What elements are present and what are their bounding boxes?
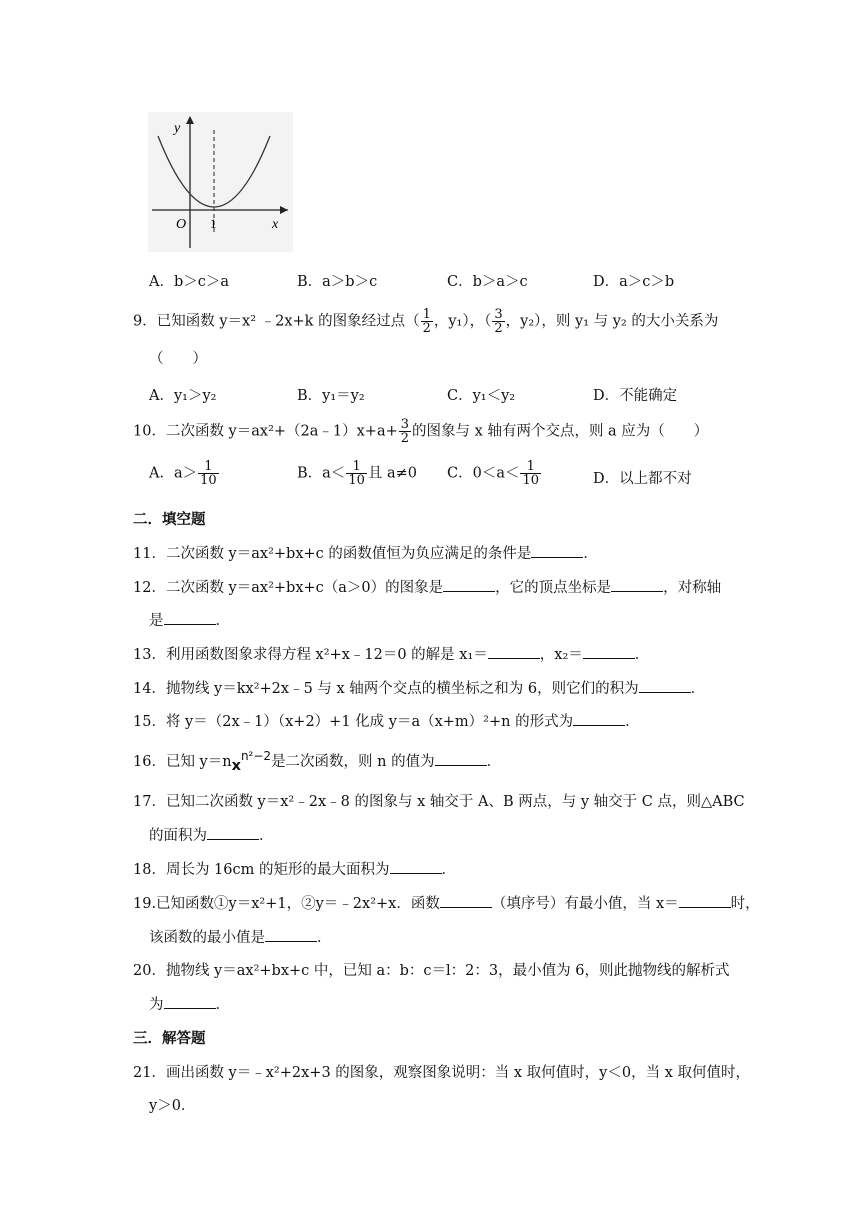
q10-option-b: B．a＜ $\frac{1}{10}$ 且 a≠0: [297, 459, 417, 488]
q10-option-d: D．以上都不对: [593, 471, 692, 487]
question-12-cont: 是 ．: [149, 609, 230, 630]
fraction-half: $\frac{1}{2}$: [422, 307, 431, 336]
answer-blank: [440, 893, 492, 908]
answer-blank: [679, 893, 731, 908]
x-label: x: [272, 217, 279, 232]
question-21: 21．画出函数 y＝﹣x²+2x+3 的图象，观察图象说明：当 x 取何值时，y＜0，当 x 取何值时，: [133, 1065, 750, 1081]
answer-blank: [611, 577, 663, 592]
answer-blank: [443, 577, 495, 592]
answer-blank: [639, 678, 691, 693]
question-13: 13．利用函数图象求得方程 x²+x﹣12＝0 的解是 x₁＝ ，x₂＝ ．: [133, 643, 649, 664]
question-16: 16．已知 $y=nx^{n^2-2}$是二次函数，则 n 的值为 ．: [133, 749, 502, 774]
answer-blank: [531, 543, 583, 558]
answer-blank: [435, 751, 487, 766]
question-9: 9．已知函数 y＝x² ﹣2x+k 的图象经过点（ $\frac{1}{2}$ ，y₁），（ $\frac{3}{2}$ ，y₂），则 y₁ 与 y₂ 的大小关系为: [133, 307, 719, 336]
answer-blank: [164, 994, 216, 1009]
question-14: 14．抛物线 y＝kx²+2x﹣5 与 x 轴两个交点的横坐标之和为 6，则它们的积为 ．: [133, 677, 705, 698]
question-18: 18．周长为 16cm 的矩形的最大面积为 ．: [133, 858, 456, 879]
q10-option-a: A．a＞ $\frac{1}{10}$: [149, 459, 217, 488]
question-17-cont: 的面积为 ．: [149, 824, 274, 845]
question-20-cont: 为 ．: [149, 993, 230, 1014]
parabola-graph: [148, 112, 293, 252]
question-17: 17．已知二次函数 y＝x²﹣2x﹣8 的图象与 x 轴交于 A、B 两点，与 y 轴交于 C 点，则△ABC: [133, 794, 745, 810]
fraction-three-halves: $\frac{3}{2}$: [494, 307, 503, 336]
q8-option-d: D．a＞c＞b: [593, 274, 675, 290]
answer-blank: [265, 927, 317, 942]
answer-blank: [488, 644, 540, 659]
q8-option-c: C．b＞a＞c: [447, 274, 528, 290]
q8-option-b: B．a＞b＞c: [297, 274, 378, 290]
question-11: 11．二次函数 y＝ax²+bx+c 的函数值恒为负应满足的条件是 ．: [133, 542, 598, 563]
question-21-cont: y＞0．: [149, 1098, 196, 1114]
q9-option-b: B．y₁＝y₂: [297, 388, 365, 404]
answer-blank: [390, 859, 442, 874]
question-19-cont: 该函数的最小值是 ．: [149, 926, 332, 947]
answer-blank: [573, 711, 625, 726]
origin-label: O: [176, 217, 187, 232]
question-12: 12．二次函数 y＝ax²+bx+c（a＞0）的图象是 ，它的顶点坐标是 ，对称轴: [133, 576, 721, 597]
q9-answer-paren: （ ）: [149, 351, 207, 367]
section-3-title: 三．解答题: [133, 1030, 206, 1047]
section-2-title: 二．填空题: [133, 511, 206, 528]
question-20: 20．抛物线 y＝ax²+bx+c 中，已知 a：b：c＝l：2：3，最小值为 6，则此抛物线的解析式: [133, 963, 730, 979]
answer-blank: [207, 825, 259, 840]
tick-label: 1: [210, 216, 217, 231]
q9-option-c: C．y₁＜y₂: [447, 388, 516, 404]
question-10: 10．二次函数 y＝ax²+（2a﹣1）x+a+ $\frac{3}{2}$ 的图象与 x 轴有两个交点，则 a 应为（ ）: [133, 417, 709, 446]
question-15: 15．将 y＝（2x﹣1）（x+2）+1 化成 y＝a（x+m）²+n 的形式为 ．: [133, 710, 640, 731]
answer-blank: [164, 610, 216, 625]
q8-option-a: A．b＞c＞a: [149, 274, 230, 290]
answer-blank: [583, 644, 635, 659]
y-label: y: [174, 121, 181, 136]
q9-option-a: A．y₁＞y₂: [149, 388, 217, 404]
q10-option-c: C．0＜a＜ $\frac{1}{10}$: [447, 459, 540, 488]
question-19: 19.已知函数①y＝x²+1，②y＝﹣2x²+x．函数 （填序号）有最小值，当 x＝ 时，: [133, 892, 760, 913]
q9-option-d: D．不能确定: [593, 388, 678, 404]
